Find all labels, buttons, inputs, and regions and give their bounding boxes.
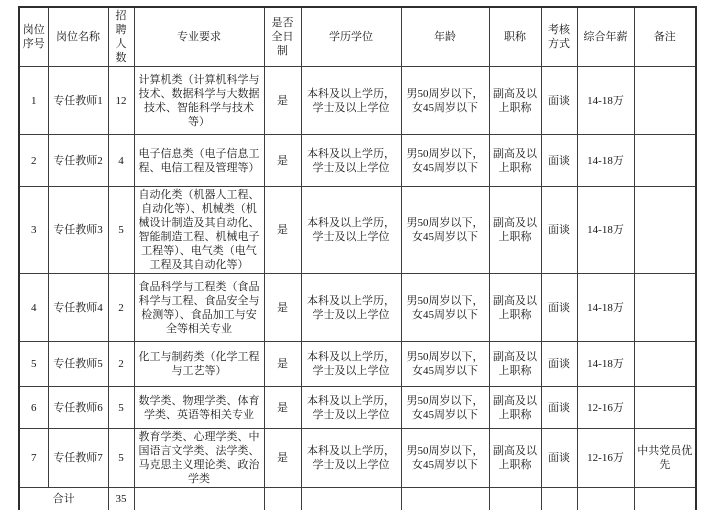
cell-degree: 本科及以上学历，学士及以上学位 <box>301 274 401 342</box>
cell-major: 计算机类（计算机科学与技术、数据科学与大数据技术、智能科学与技术等） <box>134 67 264 135</box>
cell-major: 自动化类（机器人工程、自动化等）、机械类（机械设计制造及其自动化、智能制造工程、机械电子工程等）、电气类（电气工程及其自动化等） <box>134 187 264 274</box>
cell-age: 男50周岁以下，女45周岁以下 <box>401 429 489 488</box>
cell-post: 专任教师6 <box>48 387 108 429</box>
cell-title: 副高及以上职称 <box>489 429 541 488</box>
cell-no: 2 <box>19 135 48 187</box>
cell-note <box>634 342 696 387</box>
cell-major: 电子信息类（电子信息工程、电信工程及管理等） <box>134 135 264 187</box>
cell-count: 4 <box>108 135 134 187</box>
table-row <box>19 387 696 429</box>
total-empty-cell <box>489 488 541 510</box>
cell-degree: 本科及以上学历，学士及以上学位 <box>301 135 401 187</box>
cell-fulltime: 是 <box>264 187 301 274</box>
cell-post: 专任教师7 <box>48 429 108 488</box>
column-header-count: 招聘人数 <box>108 7 134 67</box>
total-empty-cell <box>401 488 489 510</box>
column-header-major: 专业要求 <box>134 7 264 67</box>
cell-method: 面谈 <box>541 429 577 488</box>
cell-no: 4 <box>19 274 48 342</box>
total-empty-cell <box>634 488 696 510</box>
total-count: 35 <box>108 488 134 510</box>
cell-count: 12 <box>108 67 134 135</box>
cell-fulltime: 是 <box>264 135 301 187</box>
cell-degree: 本科及以上学历，学士及以上学位 <box>301 187 401 274</box>
header-row <box>19 7 696 67</box>
recruitment-table <box>18 6 697 510</box>
table-row <box>19 135 696 187</box>
cell-no: 3 <box>19 187 48 274</box>
cell-major: 化工与制药类（化学工程与工艺等） <box>134 342 264 387</box>
table-row <box>19 342 696 387</box>
total-empty-cell <box>264 488 301 510</box>
total-label: 合计 <box>19 488 108 510</box>
cell-fulltime: 是 <box>264 67 301 135</box>
cell-degree: 本科及以上学历，学士及以上学位 <box>301 342 401 387</box>
column-header-fulltime: 是否全日制 <box>264 7 301 67</box>
cell-note <box>634 187 696 274</box>
cell-salary: 14-18万 <box>577 274 634 342</box>
cell-degree: 本科及以上学历，学士及以上学位 <box>301 429 401 488</box>
column-header-note: 备注 <box>634 7 696 67</box>
cell-title: 副高及以上职称 <box>489 342 541 387</box>
cell-no: 6 <box>19 387 48 429</box>
cell-major: 食品科学与工程类（食品科学与工程、食品安全与检测等）、食品加工与安全等相关专业 <box>134 274 264 342</box>
cell-fulltime: 是 <box>264 342 301 387</box>
column-header-post: 岗位名称 <box>48 7 108 67</box>
column-header-title: 职称 <box>489 7 541 67</box>
cell-salary: 14-18万 <box>577 67 634 135</box>
cell-age: 男50周岁以下，女45周岁以下 <box>401 387 489 429</box>
cell-salary: 14-18万 <box>577 342 634 387</box>
cell-fulltime: 是 <box>264 387 301 429</box>
column-header-degree: 学历学位 <box>301 7 401 67</box>
cell-age: 男50周岁以下，女45周岁以下 <box>401 67 489 135</box>
cell-salary: 14-18万 <box>577 135 634 187</box>
cell-title: 副高及以上职称 <box>489 135 541 187</box>
cell-method: 面谈 <box>541 135 577 187</box>
total-empty-cell <box>541 488 577 510</box>
cell-method: 面谈 <box>541 187 577 274</box>
cell-method: 面谈 <box>541 274 577 342</box>
cell-count: 2 <box>108 274 134 342</box>
cell-note <box>634 135 696 187</box>
table-row <box>19 429 696 488</box>
cell-fulltime: 是 <box>264 274 301 342</box>
total-empty-cell <box>577 488 634 510</box>
cell-title: 副高及以上职称 <box>489 67 541 135</box>
cell-note <box>634 387 696 429</box>
total-empty-cell <box>301 488 401 510</box>
cell-fulltime: 是 <box>264 429 301 488</box>
cell-title: 副高及以上职称 <box>489 274 541 342</box>
cell-note <box>634 67 696 135</box>
cell-degree: 本科及以上学历，学士及以上学位 <box>301 387 401 429</box>
cell-post: 专任教师5 <box>48 342 108 387</box>
table-row <box>19 274 696 342</box>
cell-salary: 12-16万 <box>577 387 634 429</box>
cell-method: 面谈 <box>541 342 577 387</box>
cell-title: 副高及以上职称 <box>489 187 541 274</box>
column-header-no: 岗位序号 <box>19 7 48 67</box>
cell-note: 中共党员优先 <box>634 429 696 488</box>
cell-age: 男50周岁以下，女45周岁以下 <box>401 274 489 342</box>
cell-salary: 14-18万 <box>577 187 634 274</box>
table-row <box>19 67 696 135</box>
cell-salary: 12-16万 <box>577 429 634 488</box>
table-row <box>19 187 696 274</box>
total-empty-cell <box>134 488 264 510</box>
cell-count: 5 <box>108 187 134 274</box>
cell-degree: 本科及以上学历，学士及以上学位 <box>301 67 401 135</box>
cell-no: 7 <box>19 429 48 488</box>
total-row <box>19 488 696 510</box>
cell-method: 面谈 <box>541 67 577 135</box>
cell-title: 副高及以上职称 <box>489 387 541 429</box>
cell-note <box>634 274 696 342</box>
column-header-method: 考核方式 <box>541 7 577 67</box>
cell-count: 5 <box>108 429 134 488</box>
cell-no: 1 <box>19 67 48 135</box>
cell-post: 专任教师3 <box>48 187 108 274</box>
cell-age: 男50周岁以下，女45周岁以下 <box>401 187 489 274</box>
cell-post: 专任教师1 <box>48 67 108 135</box>
cell-count: 2 <box>108 342 134 387</box>
cell-method: 面谈 <box>541 387 577 429</box>
cell-post: 专任教师2 <box>48 135 108 187</box>
column-header-salary: 综合年薪 <box>577 7 634 67</box>
cell-age: 男50周岁以下，女45周岁以下 <box>401 135 489 187</box>
table-body <box>19 67 696 488</box>
cell-count: 5 <box>108 387 134 429</box>
cell-major: 数学类、物理学类、体育学类、英语等相关专业 <box>134 387 264 429</box>
cell-major: 教育学类、心理学类、中国语言文学类、法学类、马克思主义理论类、政治学类 <box>134 429 264 488</box>
column-header-age: 年龄 <box>401 7 489 67</box>
cell-age: 男50周岁以下，女45周岁以下 <box>401 342 489 387</box>
cell-post: 专任教师4 <box>48 274 108 342</box>
cell-no: 5 <box>19 342 48 387</box>
